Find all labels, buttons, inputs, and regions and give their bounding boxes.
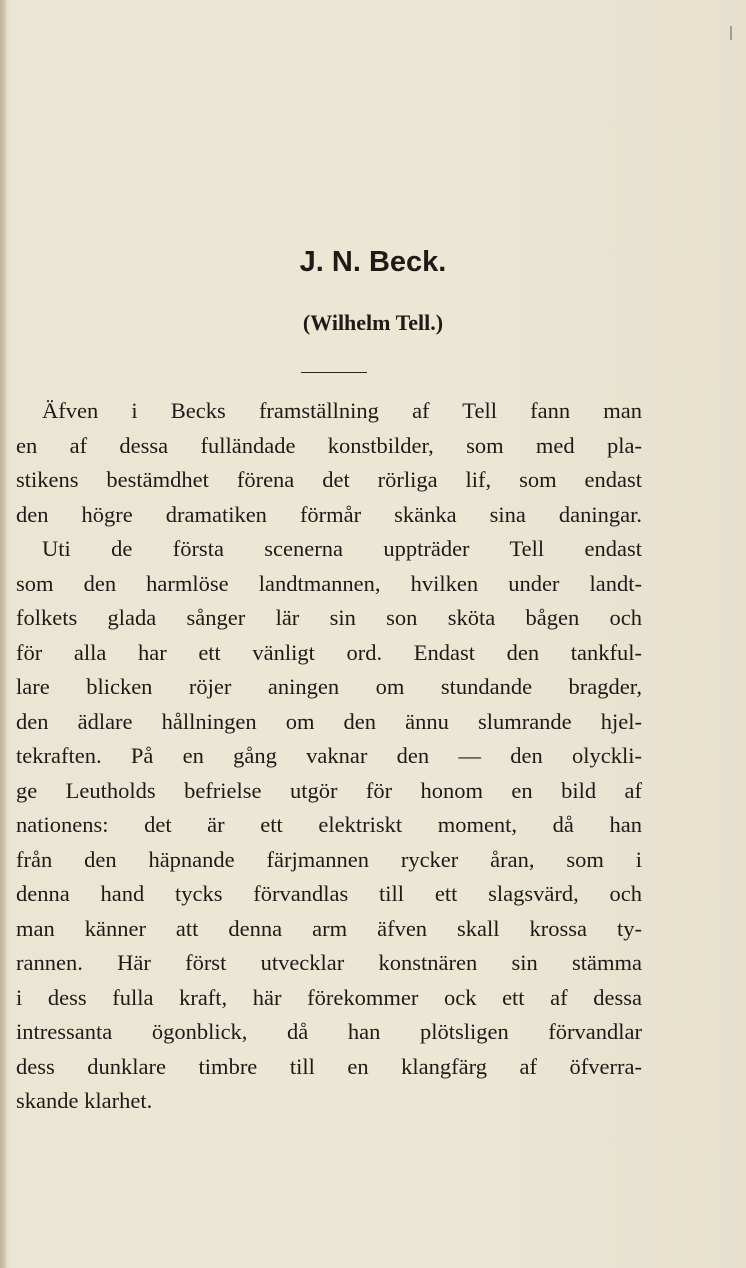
- text-line: man känner att denna arm äfven skall krossa ty-: [16, 915, 642, 941]
- text-line: tekraften. På en gång vaknar den — den olyckli-: [16, 743, 642, 768]
- page-heading: J. N. Beck.: [299, 246, 447, 278]
- text-line: stikens bestämdhet förena det rörliga lif, som endast: [16, 467, 642, 492]
- text-line: Äfven i Becks framställning af Tell fann man: [42, 398, 642, 423]
- text-line: från den häpnande färjmannen rycker åran, som i: [16, 846, 642, 872]
- text-line: för alla har ett vänligt ord. Endast den tankful-: [16, 639, 642, 665]
- text-line: skande klarhet.: [16, 1088, 153, 1113]
- text-line: Uti de första scenerna uppträder Tell endast: [42, 536, 642, 561]
- page-subheading: (Wilhelm Tell.): [302, 310, 444, 335]
- text-line: lare blicken röjer aningen om stundande bragder,: [16, 674, 642, 699]
- text-line: en af dessa fulländade konstbilder, som med pla-: [16, 432, 642, 458]
- text-line: denna hand tycks förvandlas till ett slagsvärd, och: [16, 881, 642, 906]
- text-line: den ädlare hållningen om den ännu slumrande hjel-: [16, 708, 642, 734]
- body-paragraph: [16, 394, 642, 1119]
- text-line: dess dunklare timbre till en klangfärg af öfverra-: [16, 1053, 642, 1079]
- text-line: nationens: det är ett elektriskt moment, då han: [16, 812, 642, 837]
- page-spine-shadow: [0, 0, 6, 1268]
- text-line: i dess fulla kraft, här förekommer ock ett af dessa: [16, 984, 642, 1010]
- text-line: rannen. Här först utvecklar konstnären sin stämma: [16, 950, 642, 975]
- text-line: intressanta ögonblick, då han plötsligen förvandlar: [16, 1019, 642, 1044]
- page-mark: [730, 26, 732, 40]
- text-line: den högre dramatiken förmår skänka sina daningar.: [16, 501, 642, 527]
- text-line: folkets glada sånger lär sin son sköta bågen och: [16, 605, 642, 630]
- text-line: ge Leutholds befrielse utgör för honom en bild af: [16, 777, 642, 803]
- divider-rule: [301, 372, 367, 373]
- text-line: som den harmlöse landtmannen, hvilken under landt-: [16, 570, 642, 596]
